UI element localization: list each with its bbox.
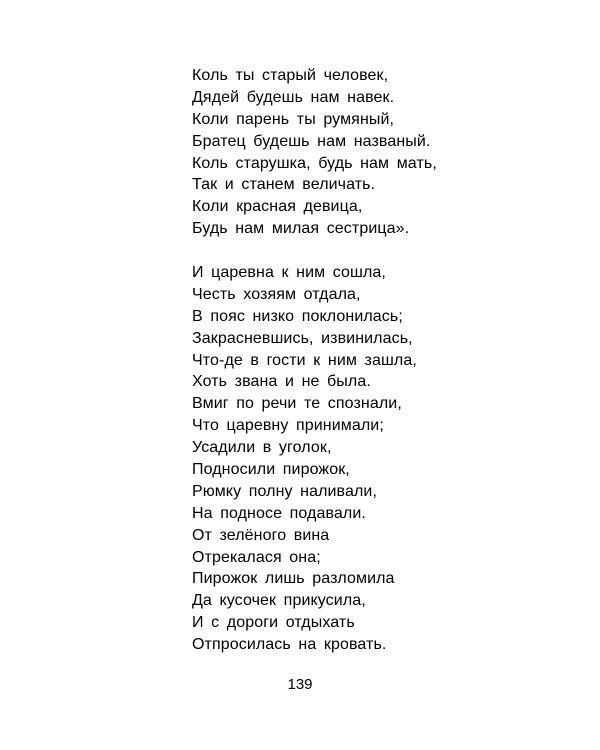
poem-line: Что царевну принимали;	[192, 417, 384, 435]
poem-line: Подносили пирожок,	[192, 461, 350, 479]
poem-line: Коли парень ты румяный,	[192, 110, 395, 128]
poem-line: Да кусочек прикусила,	[192, 592, 366, 610]
poem-line: Братец будешь нам названый.	[192, 132, 431, 150]
poem-line: На подносе подавали.	[192, 504, 366, 522]
poem-line: В пояс низко поклонилась;	[192, 307, 403, 325]
poem-line: Рюмку полну наливали,	[192, 482, 377, 500]
poem-line: И царевна к ним сошла,	[192, 264, 386, 281]
poem-line: Так и станем величать.	[192, 176, 376, 194]
page-number: 139	[287, 676, 313, 693]
poem-line: Вмиг по речи те спознали,	[192, 395, 402, 413]
poem-line: Будь нам милая сестрица».	[192, 220, 410, 238]
poem-line: Коль старушка, будь нам мать,	[192, 154, 437, 172]
stanza-1	[192, 65, 437, 240]
poem-line: Пирожок лишь разломила	[192, 570, 395, 588]
stanza-2	[192, 262, 417, 656]
poem-line: Усадили в уголок,	[192, 439, 332, 457]
poem-line: Дядей будешь нам навек.	[192, 88, 395, 106]
poem-line: И с дороги отдыхать	[192, 614, 355, 632]
poem-line: От зелёного вина	[192, 526, 330, 544]
poem-line: Что-де в гости к ним зашла,	[192, 351, 417, 369]
poem-line: Коли красная девица,	[192, 198, 363, 216]
poem-line: Закрасневшись, извинилась,	[192, 329, 413, 347]
poem-line: Честь хозяям отдала,	[192, 285, 361, 303]
poem-line: Коль ты старый человек,	[192, 67, 389, 84]
poem-line: Хоть звана и не была.	[192, 373, 371, 391]
poem-line: Отрекалася она;	[192, 548, 321, 566]
poem-line: Отпросилась на кровать.	[192, 636, 387, 654]
